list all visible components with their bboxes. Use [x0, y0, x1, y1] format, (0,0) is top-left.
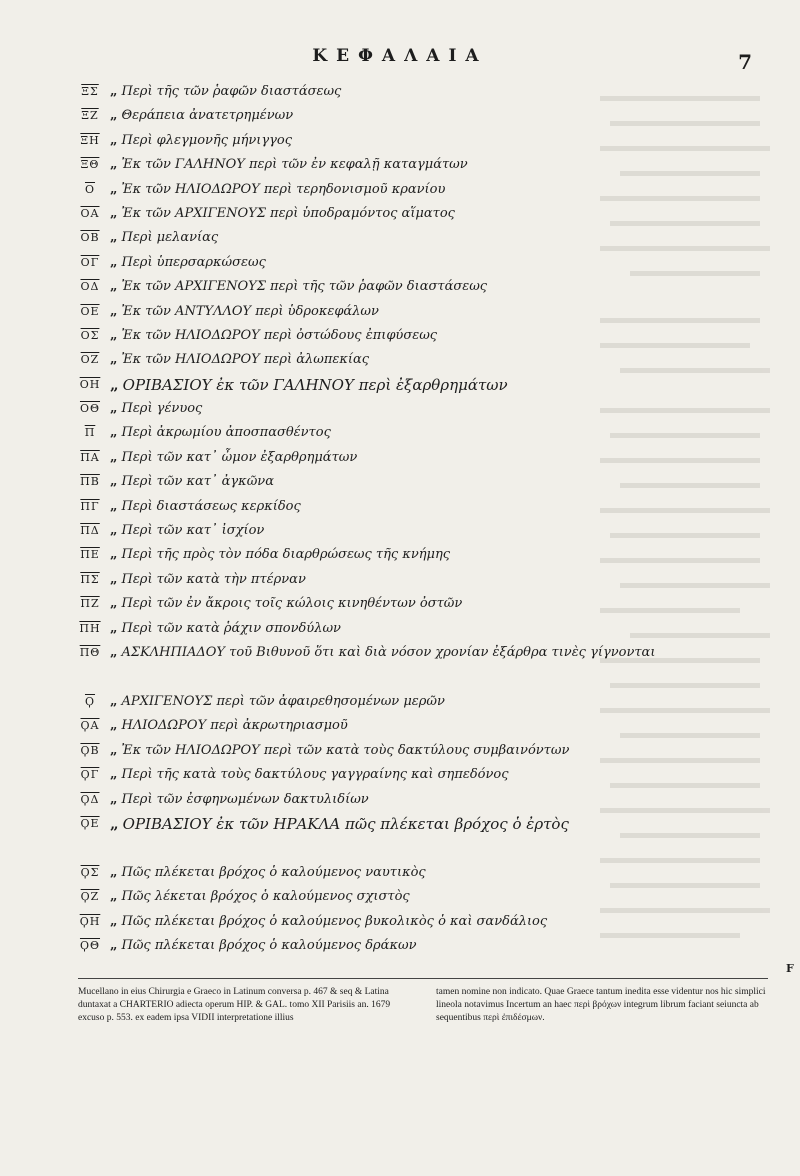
chapter-title: Περὶ ἀκρωμίου ἀποσπασθέντος — [121, 425, 331, 441]
chapter-entry — [74, 690, 714, 714]
chapter-numeral: $\overline{\Pi B}$ — [80, 475, 100, 489]
chapter-numeral: $\overline{ϘA}$ — [80, 719, 100, 733]
chapter-entry — [74, 348, 714, 372]
chapter-number — [74, 739, 106, 758]
chapter-title-line — [106, 763, 714, 787]
quote-mark: „ — [110, 644, 118, 660]
chapter-entry — [74, 153, 714, 177]
chapter-title-line — [106, 446, 714, 470]
chapter-entry — [74, 397, 714, 421]
chapter-numeral: $\overline{\Pi}$ — [84, 426, 96, 440]
quote-mark: „ — [110, 596, 118, 612]
chapter-numeral: $\overline{Ϙ}$ — [84, 694, 96, 708]
chapter-title: ΗΛΙΟΔΩΡΟΥ περὶ ἀκρωτηριασμοῦ — [121, 718, 348, 734]
quote-mark: „ — [110, 84, 118, 99]
quote-mark: „ — [110, 425, 118, 441]
quote-mark: „ — [110, 547, 118, 563]
chapter-number — [74, 153, 106, 172]
chapter-title-line — [106, 788, 714, 812]
chapter-title: Ἐκ τῶν ΗΛΙΟΔΩΡΟΥ περὶ τερηδονισμοῦ κρανίου — [121, 181, 446, 197]
chapter-number — [74, 80, 106, 99]
chapter-title: Περὶ τῶν ἐσφηνωμένων δακτυλιδίων — [121, 791, 369, 807]
chapter-entry — [74, 617, 714, 641]
page-number: 7 — [738, 50, 752, 74]
chapter-number — [74, 324, 106, 343]
chapter-numeral: $\overline{\Xi Z}$ — [81, 109, 99, 123]
quote-mark: „ — [110, 523, 118, 539]
chapter-title-line — [106, 714, 714, 738]
quote-mark: „ — [110, 889, 118, 905]
quote-mark: „ — [110, 718, 118, 734]
footnote-left-column: Mucellano in eius Chirurgia e Graeco in Latinum conversa p. 467 & seq & Latina duntaxat a CHARTERIO adiecta operum HIP. & GAL. tomo XII Parisiis an. 1679 excuso p. 553. ex eadem ipsa VIDII interpretatione illius — [78, 987, 391, 1023]
quote-mark: „ — [110, 693, 118, 709]
chapter-title-line — [106, 129, 714, 153]
quote-mark: „ — [110, 254, 118, 270]
chapter-number — [74, 129, 106, 148]
chapter-title: Πῶς λέκεται βρόχος ὁ καλούμενος σχιστὸς — [121, 889, 410, 905]
chapter-entry — [74, 714, 714, 738]
chapter-title: Ἐκ τῶν ΑΝΤΥΛΛΟΥ περὶ ὑδροκεφάλων — [121, 303, 379, 319]
chapter-entry — [74, 275, 714, 299]
chapter-number — [74, 885, 106, 904]
chapter-numeral: $\overline{ϘB}$ — [80, 743, 100, 757]
chapter-title: Πῶς πλέκεται βρόχος ὁ καλούμενος ναυτικὸς — [121, 864, 426, 880]
chapter-numeral: $\overline{Ϙ\Delta}$ — [80, 792, 100, 806]
chapter-number — [74, 763, 106, 782]
chapter-entry — [74, 421, 714, 445]
chapter-number — [74, 178, 106, 197]
chapter-numeral: $\overline{\Pi\Theta}$ — [79, 645, 101, 659]
quote-mark: „ — [110, 938, 118, 954]
chapter-number — [74, 421, 106, 440]
chapter-title-line — [106, 861, 714, 885]
quote-mark: „ — [110, 205, 118, 221]
chapter-entry — [74, 934, 714, 958]
chapter-numeral: $\overline{\Pi\Sigma}$ — [80, 572, 100, 586]
chapter-title: Περὶ τῆς πρὸς τὸν πόδα διαρθρώσεως τῆς κνήμης — [121, 547, 451, 563]
chapter-title-line — [106, 739, 714, 763]
chapter-title: Περὶ τῆς τῶν ῥαφῶν διαστάσεως — [121, 84, 342, 99]
chapter-title-line — [106, 910, 714, 934]
chapter-title-line — [106, 178, 714, 202]
chapter-numeral: $\overline{O}$ — [84, 182, 96, 196]
quote-mark: „ — [110, 814, 119, 833]
chapter-entry — [74, 104, 714, 128]
chapter-entry — [74, 910, 714, 934]
chapter-entry — [74, 763, 714, 787]
chapter-entry — [74, 812, 714, 861]
chapter-entry — [74, 178, 714, 202]
footnote-divider — [78, 978, 768, 979]
chapter-title-line — [106, 885, 714, 909]
chapter-number — [74, 617, 106, 636]
chapter-title-line — [106, 421, 714, 445]
chapter-title: Περὶ τῶν κατὰ ῥάχιν σπονδύλων — [121, 620, 341, 636]
chapter-numeral: $\overline{\Xi\Theta}$ — [80, 158, 100, 172]
chapter-title: Ἐκ τῶν ΓΑΛΗΝΟΥ περὶ τῶν ἐν κεφαλῇ καταγμάτων — [121, 157, 468, 173]
chapter-entry — [74, 446, 714, 470]
chapter-entry — [74, 202, 714, 226]
quote-mark: „ — [110, 767, 118, 783]
chapter-numeral: $\overline{\Pi E}$ — [80, 548, 100, 562]
running-header: ΚΕΦΑΛΑΙΑ — [312, 46, 488, 66]
chapter-entry — [74, 470, 714, 494]
chapter-title: Περὶ φλεγμονῆς μήνιγγος — [121, 132, 293, 148]
chapter-number — [74, 861, 106, 880]
chapter-number — [74, 226, 106, 245]
chapter-title: Περὶ τῶν κατὰ τὴν πτέρναν — [121, 571, 306, 587]
chapter-entry — [74, 641, 714, 690]
chapter-entry — [74, 324, 714, 348]
chapter-number — [74, 300, 106, 319]
chapter-entry — [74, 568, 714, 592]
chapter-title-line — [106, 373, 714, 397]
chapter-number — [74, 641, 106, 660]
chapter-entry — [74, 373, 714, 397]
quote-mark: „ — [110, 401, 118, 417]
chapter-title: ΟΡΙΒΑΣΙΟΥ ἐκ τῶν ΓΑΛΗΝΟΥ περὶ ἐξαρθρημάτων — [122, 375, 508, 394]
chapter-title: Πῶς πλέκεται βρόχος ὁ καλούμενος δράκων — [121, 938, 417, 954]
chapter-number — [74, 348, 106, 367]
chapter-entry — [74, 543, 714, 567]
chapter-number — [74, 446, 106, 465]
chapter-number — [74, 202, 106, 221]
chapter-numeral: $\overline{OA}$ — [80, 206, 100, 220]
chapter-entry — [74, 739, 714, 763]
quote-mark: „ — [110, 108, 118, 124]
chapter-title-line — [106, 275, 714, 299]
quote-mark: „ — [110, 230, 118, 246]
chapter-number — [74, 568, 106, 587]
signature-mark: F — [786, 962, 794, 975]
chapter-number — [74, 910, 106, 929]
chapter-number — [74, 495, 106, 514]
chapter-numeral: $\overline{ϘE}$ — [80, 816, 100, 830]
chapter-entry — [74, 226, 714, 250]
chapter-title: Ἐκ τῶν ΑΡΧΙΓΕΝΟΥΣ περὶ ὑποδραμόντος αἵματος — [121, 205, 455, 221]
chapter-title: Περὶ τῶν κατ᾽ ἰσχίον — [121, 523, 265, 539]
chapter-title-line — [106, 641, 714, 665]
chapter-title: Περὶ τῶν κατ᾽ ὦμον ἐξαρθρημάτων — [121, 449, 358, 465]
chapter-title-line — [106, 348, 714, 372]
quote-mark: „ — [110, 157, 118, 173]
chapter-title: Περὶ τῶν ἐν ἄκροις τοῖς κώλοις κινηθέντων ὀστῶν — [121, 596, 463, 612]
chapter-title: Περὶ διαστάσεως κερκίδος — [121, 498, 301, 514]
chapter-numeral: $\overline{\Xi\Sigma}$ — [81, 85, 99, 98]
chapter-number — [74, 470, 106, 489]
chapter-numeral: $\overline{\Pi H}$ — [79, 621, 101, 635]
chapter-title: Ἐκ τῶν ΗΛΙΟΔΩΡΟΥ περὶ ἀλωπεκίας — [121, 352, 370, 368]
chapter-number — [74, 373, 106, 392]
chapter-entry — [74, 251, 714, 275]
chapter-title-line — [106, 80, 714, 104]
quote-mark: „ — [110, 181, 118, 197]
chapter-title-line — [106, 104, 714, 128]
chapter-title: Περὶ μελανίας — [121, 230, 219, 246]
chapter-number — [74, 592, 106, 611]
chapter-number — [74, 690, 106, 709]
chapter-entry — [74, 788, 714, 812]
chapter-title: Ἐκ τῶν ΑΡΧΙΓΕΝΟΥΣ περὶ τῆς τῶν ῥαφῶν διαστάσεως — [121, 279, 488, 295]
chapter-title: Περὶ τῆς κατὰ τοὺς δακτύλους γαγγραίνης καὶ σηπεδόνος — [121, 767, 509, 783]
chapter-entry — [74, 861, 714, 885]
chapter-numeral: $\overline{O\Sigma}$ — [80, 328, 100, 342]
chapter-number — [74, 714, 106, 733]
quote-mark: „ — [110, 571, 118, 587]
chapter-title-line — [106, 251, 714, 275]
chapter-list — [74, 80, 714, 959]
chapter-entry — [74, 300, 714, 324]
chapter-numeral: $\overline{OH}$ — [79, 377, 101, 391]
chapter-title-line — [106, 397, 714, 421]
chapter-number — [74, 543, 106, 562]
chapter-title-line — [106, 592, 714, 616]
chapter-title: ΟΡΙΒΑΣΙΟΥ ἐκ τῶν ΗΡΑΚΛΑ πῶς πλέκεται βρόχος ὁ ἐρτὸς — [122, 814, 569, 833]
quote-mark: „ — [110, 742, 118, 758]
chapter-title-line — [106, 617, 714, 641]
chapter-numeral: $\overline{Ϙ\Theta}$ — [79, 939, 101, 953]
quote-mark: „ — [110, 327, 118, 343]
chapter-title: Ἐκ τῶν ΗΛΙΟΔΩΡΟΥ περὶ ὀστώδους ἐπιφύσεως — [121, 327, 438, 343]
chapter-numeral: $\overline{\Pi\Gamma}$ — [80, 499, 100, 513]
chapter-numeral: $\overline{\Xi H}$ — [80, 133, 100, 147]
chapter-title: Περὶ τῶν κατ᾽ ἀγκῶνα — [121, 474, 274, 490]
chapter-title-line — [106, 495, 714, 519]
chapter-numeral: $\overline{Ϙ\Gamma}$ — [80, 768, 100, 782]
chapter-title: Περὶ γένυος — [121, 401, 203, 417]
chapter-number — [74, 788, 106, 807]
quote-mark: „ — [110, 375, 119, 394]
chapter-title-line — [106, 300, 714, 324]
chapter-title-line — [106, 153, 714, 177]
quote-mark: „ — [110, 474, 118, 490]
chapter-entry — [74, 129, 714, 153]
quote-mark: „ — [110, 791, 118, 807]
chapter-title-line — [106, 202, 714, 226]
quote-mark: „ — [110, 303, 118, 319]
chapter-number — [74, 251, 106, 270]
chapter-numeral: $\overline{O\Delta}$ — [80, 280, 100, 294]
chapter-numeral: $\overline{\Pi Z}$ — [80, 597, 100, 611]
chapter-title-line — [106, 519, 714, 543]
chapter-entry — [74, 519, 714, 543]
footnote-right-column: tamen nomine non indicato. Quae Graece tantum inedita esse videntur nos hic simplici lineola notavimus Incertum an haec περὶ βρόχων integrum librum faciant seiuncta ab sequentibus περὶ ἐπιδέσμων. — [436, 987, 766, 1023]
chapter-title: ΑΣΚΛΗΠΙΑΔΟΥ τοῦ Βιθυνοῦ ὅτι καὶ διὰ νόσον χρονίαν ἐξάρθρα τινὲς γίγνονται — [121, 644, 656, 660]
chapter-title-line — [106, 812, 714, 836]
chapter-entry — [74, 885, 714, 909]
chapter-title-line — [106, 324, 714, 348]
chapter-title: ΑΡΧΙΓΕΝΟΥΣ περὶ τῶν ἀφαιρεθησομένων μερῶν — [121, 693, 445, 709]
chapter-numeral: $\overline{Ϙ\Sigma}$ — [80, 865, 100, 879]
chapter-title-line — [106, 568, 714, 592]
chapter-numeral: $\overline{OB}$ — [80, 231, 100, 245]
chapter-number — [74, 934, 106, 953]
quote-mark: „ — [110, 620, 118, 636]
chapter-number — [74, 275, 106, 294]
chapter-numeral: $\overline{OZ}$ — [80, 353, 100, 367]
chapter-numeral: $\overline{OE}$ — [80, 304, 100, 318]
chapter-entry — [74, 80, 714, 104]
chapter-title-line — [106, 543, 714, 567]
chapter-numeral: $\overline{ϘZ}$ — [80, 890, 100, 904]
chapter-numeral: $\overline{\Pi\Delta}$ — [80, 524, 100, 538]
chapter-number — [74, 104, 106, 123]
chapter-title: Ἐκ τῶν ΗΛΙΟΔΩΡΟΥ περὶ τῶν κατὰ τοὺς δακτύλους συμβαινόντων — [121, 742, 570, 758]
footnotes — [78, 986, 768, 1025]
chapter-number — [74, 812, 106, 831]
chapter-numeral: $\overline{O\Theta}$ — [79, 402, 101, 416]
quote-mark: „ — [110, 132, 118, 148]
chapter-number — [74, 397, 106, 416]
quote-mark: „ — [110, 913, 118, 929]
quote-mark: „ — [110, 449, 118, 465]
chapter-title: Περὶ ὑπερσαρκώσεως — [121, 254, 266, 270]
chapter-number — [74, 519, 106, 538]
quote-mark: „ — [110, 279, 118, 295]
chapter-title: Θεράπεια ἀνατετρημένων — [121, 108, 294, 124]
chapter-title-line — [106, 934, 714, 958]
chapter-title-line — [106, 226, 714, 250]
chapter-title-line — [106, 690, 714, 714]
chapter-numeral: $\overline{\Pi A}$ — [80, 450, 100, 464]
chapter-entry — [74, 495, 714, 519]
quote-mark: „ — [110, 864, 118, 880]
chapter-title-line — [106, 470, 714, 494]
quote-mark: „ — [110, 498, 118, 514]
chapter-numeral: $\overline{O\Gamma}$ — [80, 255, 100, 269]
chapter-numeral: $\overline{ϘH}$ — [79, 914, 101, 928]
chapter-title: Πῶς πλέκεται βρόχος ὁ καλούμενος βυκολικὸς ὁ καὶ σανδάλιος — [121, 913, 548, 929]
chapter-entry — [74, 592, 714, 616]
quote-mark: „ — [110, 352, 118, 368]
